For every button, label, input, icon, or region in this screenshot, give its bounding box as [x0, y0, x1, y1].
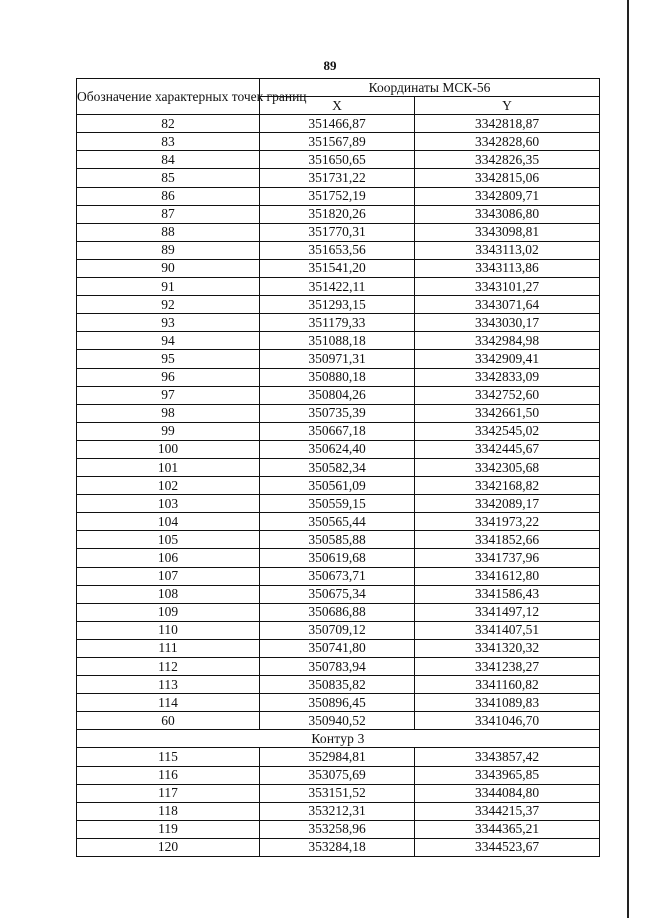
y-coordinate: 3343857,42	[415, 748, 600, 766]
table-row	[77, 169, 600, 187]
table-row	[77, 151, 600, 169]
x-coordinate: 350559,15	[260, 495, 415, 513]
point-number: 82	[77, 115, 260, 133]
point-number: 90	[77, 259, 260, 277]
point-number: 95	[77, 350, 260, 368]
table-row	[77, 531, 600, 549]
x-coordinate: 350971,31	[260, 350, 415, 368]
page-number: 89	[323, 58, 337, 73]
point-number: 109	[77, 603, 260, 621]
header-coordinates: Координаты МСК-56	[260, 79, 600, 97]
point-number: 94	[77, 332, 260, 350]
table-row	[77, 350, 600, 368]
table-row	[77, 440, 600, 458]
table-row	[77, 404, 600, 422]
y-coordinate: 3344365,21	[415, 820, 600, 838]
point-number: 114	[77, 694, 260, 712]
table-row	[77, 621, 600, 639]
header-y: Y	[415, 97, 600, 115]
table-row	[77, 386, 600, 404]
y-coordinate: 3343030,17	[415, 314, 600, 332]
point-number: 97	[77, 386, 260, 404]
x-coordinate: 350940,52	[260, 712, 415, 730]
point-number: 60	[77, 712, 260, 730]
x-coordinate: 350624,40	[260, 440, 415, 458]
y-coordinate: 3341238,27	[415, 658, 600, 676]
x-coordinate: 350880,18	[260, 368, 415, 386]
x-coordinate: 351752,19	[260, 187, 415, 205]
x-coordinate: 353075,69	[260, 766, 415, 784]
point-number: 113	[77, 676, 260, 694]
table-row	[77, 766, 600, 784]
x-coordinate: 351541,20	[260, 259, 415, 277]
point-number: 84	[77, 151, 260, 169]
x-coordinate: 353212,31	[260, 802, 415, 820]
y-coordinate: 3344084,80	[415, 784, 600, 802]
y-coordinate: 3342305,68	[415, 458, 600, 476]
x-coordinate: 351653,56	[260, 241, 415, 259]
x-coordinate: 350835,82	[260, 676, 415, 694]
y-coordinate: 3341089,83	[415, 694, 600, 712]
point-number: 89	[77, 241, 260, 259]
y-coordinate: 3342818,87	[415, 115, 600, 133]
y-coordinate: 3344523,67	[415, 838, 600, 856]
y-coordinate: 3342984,98	[415, 332, 600, 350]
table-row	[77, 567, 600, 585]
y-coordinate: 3342445,67	[415, 440, 600, 458]
y-coordinate: 3342909,41	[415, 350, 600, 368]
scan-edge-line	[627, 0, 629, 918]
table-row	[77, 133, 600, 151]
table-row	[77, 585, 600, 603]
y-coordinate: 3342809,71	[415, 187, 600, 205]
y-coordinate: 3342833,09	[415, 368, 600, 386]
table-row	[77, 820, 600, 838]
point-number: 106	[77, 549, 260, 567]
table-row	[77, 748, 600, 766]
table-row	[77, 422, 600, 440]
y-coordinate: 3343965,85	[415, 766, 600, 784]
y-coordinate: 3342168,82	[415, 477, 600, 495]
point-number: 115	[77, 748, 260, 766]
point-number: 93	[77, 314, 260, 332]
table-row	[77, 802, 600, 820]
point-number: 118	[77, 802, 260, 820]
header-x: X	[260, 97, 415, 115]
section-row	[77, 730, 600, 748]
y-coordinate: 3341586,43	[415, 585, 600, 603]
table-row	[77, 477, 600, 495]
table-row	[77, 513, 600, 531]
x-coordinate: 351731,22	[260, 169, 415, 187]
table-row	[77, 603, 600, 621]
y-coordinate: 3343098,81	[415, 223, 600, 241]
point-number: 112	[77, 658, 260, 676]
x-coordinate: 351088,18	[260, 332, 415, 350]
point-number: 103	[77, 495, 260, 513]
point-number: 88	[77, 223, 260, 241]
y-coordinate: 3341320,32	[415, 639, 600, 657]
x-coordinate: 351820,26	[260, 205, 415, 223]
x-coordinate: 353284,18	[260, 838, 415, 856]
table-row	[77, 838, 600, 856]
table-row	[77, 784, 600, 802]
point-number: 120	[77, 838, 260, 856]
x-coordinate: 351422,11	[260, 278, 415, 296]
x-coordinate: 351770,31	[260, 223, 415, 241]
x-coordinate: 350667,18	[260, 422, 415, 440]
y-coordinate: 3342815,06	[415, 169, 600, 187]
point-number: 104	[77, 513, 260, 531]
table-row	[77, 495, 600, 513]
point-number: 100	[77, 440, 260, 458]
y-coordinate: 3341160,82	[415, 676, 600, 694]
x-coordinate: 350783,94	[260, 658, 415, 676]
table-row	[77, 296, 600, 314]
table-row	[77, 639, 600, 657]
point-number: 92	[77, 296, 260, 314]
x-coordinate: 350709,12	[260, 621, 415, 639]
y-coordinate: 3343113,02	[415, 241, 600, 259]
x-coordinate: 351293,15	[260, 296, 415, 314]
y-coordinate: 3342661,50	[415, 404, 600, 422]
y-coordinate: 3342826,35	[415, 151, 600, 169]
x-coordinate: 351179,33	[260, 314, 415, 332]
table-row	[77, 115, 600, 133]
table-row	[77, 223, 600, 241]
table-row	[77, 278, 600, 296]
table-row	[77, 458, 600, 476]
table-row	[77, 259, 600, 277]
table-row	[77, 712, 600, 730]
table-row	[77, 549, 600, 567]
table-row	[77, 332, 600, 350]
y-coordinate: 3343086,80	[415, 205, 600, 223]
x-coordinate: 350582,34	[260, 458, 415, 476]
y-coordinate: 3343101,27	[415, 278, 600, 296]
x-coordinate: 350565,44	[260, 513, 415, 531]
x-coordinate: 351567,89	[260, 133, 415, 151]
x-coordinate: 353151,52	[260, 784, 415, 802]
point-number: 86	[77, 187, 260, 205]
point-number: 98	[77, 404, 260, 422]
y-coordinate: 3341046,70	[415, 712, 600, 730]
x-coordinate: 351650,65	[260, 151, 415, 169]
section-label: Контур 3	[77, 730, 600, 748]
x-coordinate: 350619,68	[260, 549, 415, 567]
point-number: 101	[77, 458, 260, 476]
table-row	[77, 676, 600, 694]
point-number: 85	[77, 169, 260, 187]
x-coordinate: 353258,96	[260, 820, 415, 838]
x-coordinate: 350741,80	[260, 639, 415, 657]
y-coordinate: 3344215,37	[415, 802, 600, 820]
x-coordinate: 351466,87	[260, 115, 415, 133]
point-number: 116	[77, 766, 260, 784]
y-coordinate: 3343071,64	[415, 296, 600, 314]
table-row	[77, 205, 600, 223]
table-row	[77, 658, 600, 676]
point-number: 107	[77, 567, 260, 585]
table-row	[77, 187, 600, 205]
header-points: Обозначение характерных точек границ	[77, 79, 260, 115]
x-coordinate: 352984,81	[260, 748, 415, 766]
table-row	[77, 241, 600, 259]
point-number: 96	[77, 368, 260, 386]
y-coordinate: 3343113,86	[415, 259, 600, 277]
y-coordinate: 3342752,60	[415, 386, 600, 404]
point-number: 117	[77, 784, 260, 802]
y-coordinate: 3341407,51	[415, 621, 600, 639]
x-coordinate: 350804,26	[260, 386, 415, 404]
table-body	[77, 115, 600, 857]
x-coordinate: 350686,88	[260, 603, 415, 621]
table-row	[77, 314, 600, 332]
y-coordinate: 3342545,02	[415, 422, 600, 440]
point-number: 83	[77, 133, 260, 151]
point-number: 87	[77, 205, 260, 223]
y-coordinate: 3341612,80	[415, 567, 600, 585]
x-coordinate: 350585,88	[260, 531, 415, 549]
x-coordinate: 350561,09	[260, 477, 415, 495]
y-coordinate: 3342089,17	[415, 495, 600, 513]
point-number: 108	[77, 585, 260, 603]
point-number: 102	[77, 477, 260, 495]
y-coordinate: 3341737,96	[415, 549, 600, 567]
table-header	[77, 79, 600, 115]
point-number: 91	[77, 278, 260, 296]
table-row	[77, 694, 600, 712]
point-number: 105	[77, 531, 260, 549]
point-number: 110	[77, 621, 260, 639]
x-coordinate: 350675,34	[260, 585, 415, 603]
y-coordinate: 3341497,12	[415, 603, 600, 621]
coordinates-table	[76, 78, 600, 857]
x-coordinate: 350673,71	[260, 567, 415, 585]
point-number: 99	[77, 422, 260, 440]
x-coordinate: 350896,45	[260, 694, 415, 712]
point-number: 119	[77, 820, 260, 838]
point-number: 111	[77, 639, 260, 657]
y-coordinate: 3341852,66	[415, 531, 600, 549]
y-coordinate: 3341973,22	[415, 513, 600, 531]
table-row	[77, 368, 600, 386]
y-coordinate: 3342828,60	[415, 133, 600, 151]
x-coordinate: 350735,39	[260, 404, 415, 422]
